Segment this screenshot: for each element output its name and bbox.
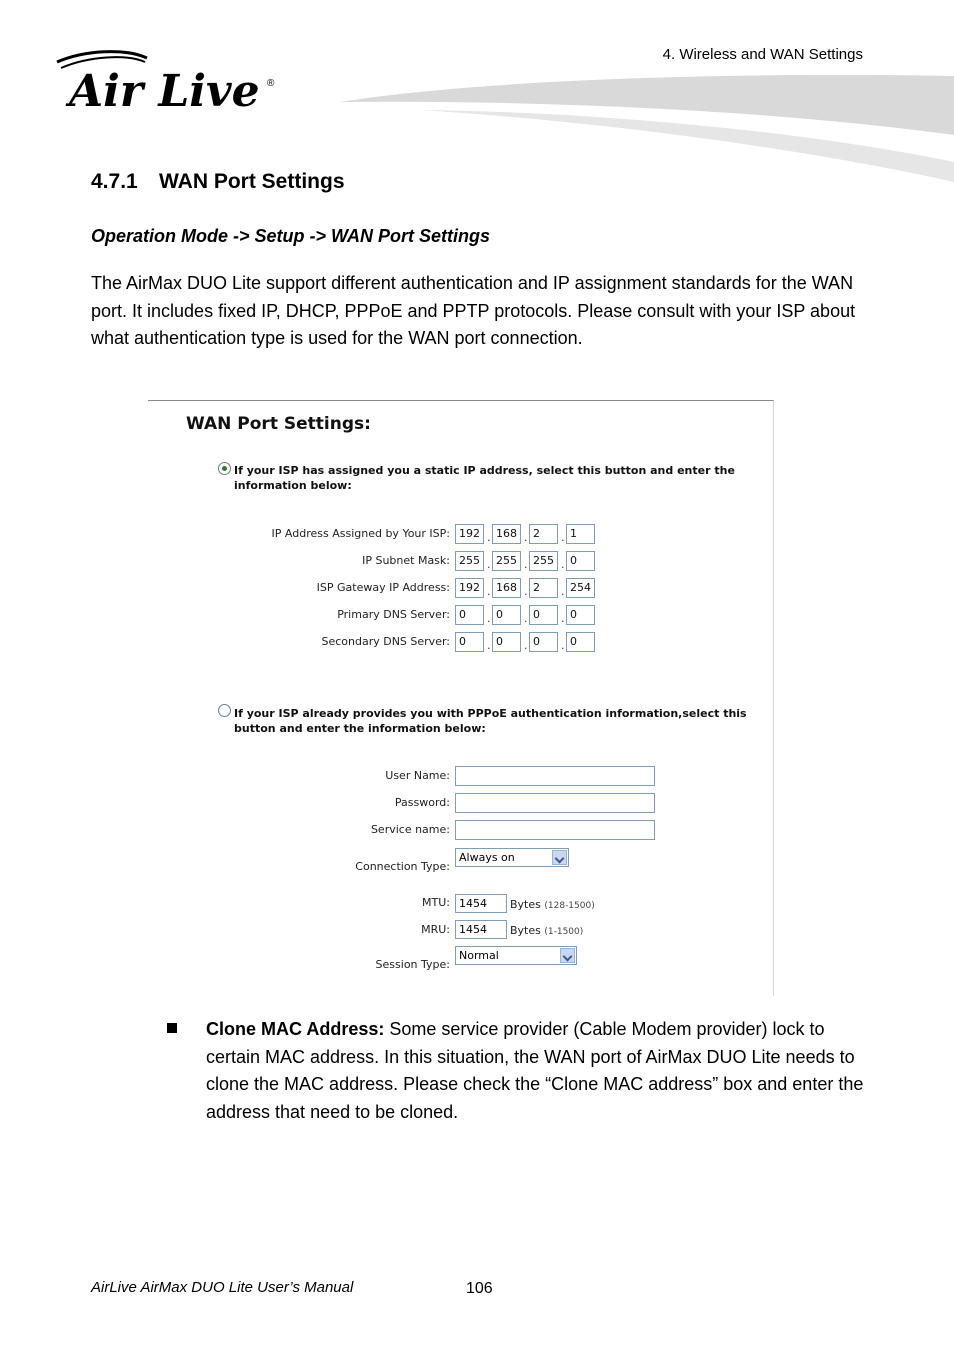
mtu-input[interactable]: 1454 [455,894,507,913]
header-swoosh-decoration [340,70,954,185]
primary-dns-octet-4[interactable]: 0 [566,605,595,625]
connection-type-select[interactable] [455,848,569,867]
subnet-mask-octet-4[interactable]: 0 [566,551,595,571]
user-name-input[interactable] [455,766,655,786]
primary-dns-octet-3[interactable]: 0 [529,605,558,625]
secondary-dns-octet-4[interactable]: 0 [566,632,595,652]
mru-label: MRU: [421,923,450,936]
clone-mac-term: Clone MAC Address: [206,1019,385,1039]
section-number: 4.7.1 [91,170,138,193]
session-type-value: Normal [459,949,499,962]
connection-type-label: Connection Type: [355,860,450,873]
session-type-select[interactable] [455,946,577,965]
user-name-label: User Name: [385,769,450,782]
service-name-input[interactable] [455,820,655,840]
subnet-mask-octet-1[interactable]: 255 [455,551,484,571]
subnet-mask-octet-2[interactable]: 255 [492,551,521,571]
subnet-mask-octet-3[interactable]: 255 [529,551,558,571]
svg-text:®: ® [267,78,275,89]
service-name-label: Service name: [370,823,450,836]
brand-wordmark: Air Live [69,66,260,112]
ip-address-octet-2[interactable]: 168 [492,524,521,544]
chevron-down-icon [560,948,575,963]
session-type-label: Session Type: [375,958,450,971]
mru-input[interactable]: 1454 [455,920,507,939]
ip-address-octet-1[interactable]: 192 [455,524,484,544]
secondary-dns-octet-3[interactable]: 0 [529,632,558,652]
primary-dns-octet-1[interactable]: 0 [455,605,484,625]
intro-paragraph: The AirMax DUO Lite support different authentication and IP assignment standards for the WAN port. It includes fixed IP, DHCP, PPPoE and PPTP protocols. Please consult with your ISP about what authentication type is used for the WAN port connection. [91,273,856,348]
ip-address-label: IP Address Assigned by Your ISP: [271,527,450,540]
bullet-square-icon [167,1023,177,1033]
clone-mac-paragraph [206,1016,871,1126]
connection-type-value: Always on [459,851,515,864]
wan-settings-screenshot: WAN Port Settings: If your ISP has assigned you a static IP address, select this button and enter the information below: IP Address Assigned by Your ISP: 192 . 168 . 2 . 1 IP Subnet Mask: 255 . 255 . 255 . 0 ISP Gateway IP Address: 192 . 168 . 2 . 254 Primary DNS Server: 0 . 0 . 0 . 0 Secondary DNS Server: 0 . 0 . 0 . 0 If your ISP already provides you with PPPoE authentication information,select this button and enter the information below: User Name: Password: Service name: Connection Type: Always on MTU: 1454 Bytes (128-1500) MRU: 1454 Bytes (1-1500) Session Type: Normal [148,400,774,996]
pppoe-option-text: If your ISP already provides you with PPPoE authentication information,select this button and enter the information below: [234,707,747,735]
password-label: Password: [394,796,450,809]
secondary-dns-label: Secondary DNS Server: [321,635,450,648]
ip-address-octet-3[interactable]: 2 [529,524,558,544]
static-ip-radio[interactable] [218,462,231,475]
screenshot-title: WAN Port Settings: [186,414,371,434]
mtu-label: MTU: [422,896,450,909]
chevron-down-icon [552,850,567,865]
airlive-logo [55,46,285,112]
gateway-octet-2[interactable]: 168 [492,578,521,598]
ip-address-octet-4[interactable]: 1 [566,524,595,544]
secondary-dns-octet-1[interactable]: 0 [455,632,484,652]
secondary-dns-octet-2[interactable]: 0 [492,632,521,652]
static-ip-option-text: If your ISP has assigned you a static IP address, select this button and enter the information below: [234,464,735,492]
primary-dns-label: Primary DNS Server: [337,608,450,621]
gateway-octet-1[interactable]: 192 [455,578,484,598]
page-number: 106 [466,1280,493,1297]
gateway-octet-4[interactable]: 254 [566,578,595,598]
password-input[interactable] [455,793,655,813]
mru-unit: Bytes (1-1500) [510,924,584,937]
pppoe-radio[interactable] [218,704,231,717]
footer-manual-title: AirLive AirMax DUO Lite User’s Manual [91,1279,354,1296]
section-title-text: WAN Port Settings [159,170,345,193]
primary-dns-octet-2[interactable]: 0 [492,605,521,625]
gateway-octet-3[interactable]: 2 [529,578,558,598]
clone-mac-description: Some service provider (Cable Modem provider) lock to certain MAC address. In this situation, the WAN port of AirMax DUO Lite needs to clone the MAC address. Please check the “Clone MAC address” box and enter the address that need to be cloned. [206,1019,864,1122]
subnet-mask-label: IP Subnet Mask: [362,554,450,567]
mtu-unit: Bytes (128-1500) [510,898,595,911]
section-title [91,170,345,194]
chapter-heading: 4. Wireless and WAN Settings [662,46,863,63]
gateway-label: ISP Gateway IP Address: [316,581,450,594]
navigation-path: Operation Mode -> Setup -> WAN Port Settings [91,226,491,246]
